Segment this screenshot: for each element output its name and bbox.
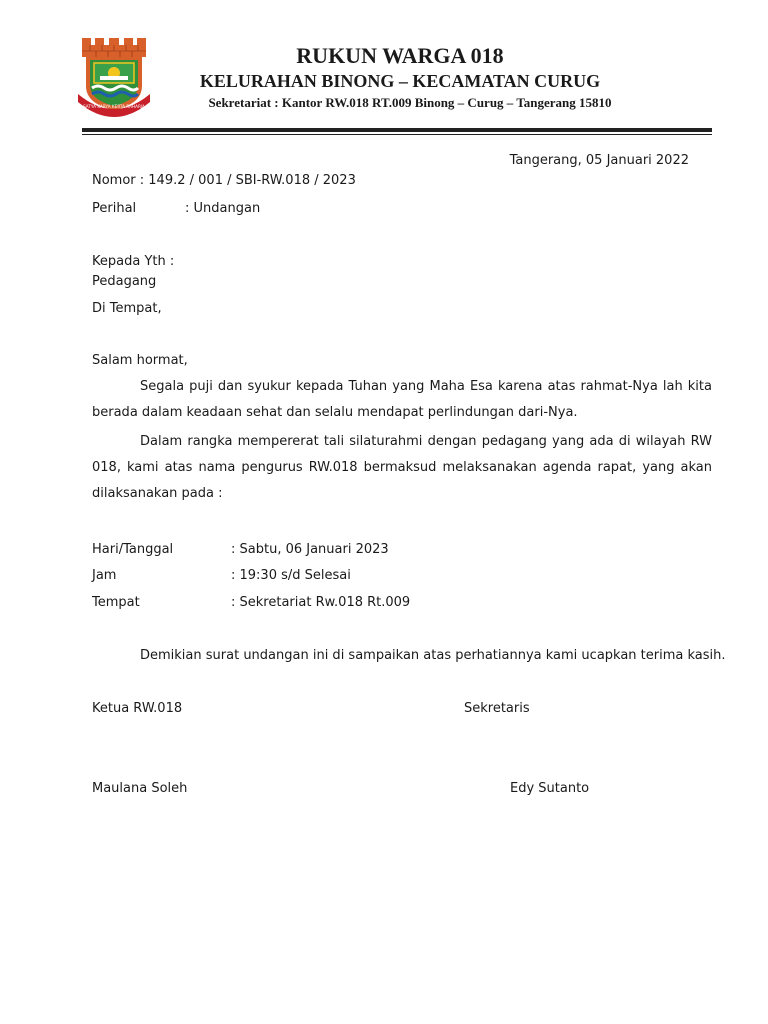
secretariat-address: Sekretariat : Kantor RW.018 RT.009 Binong – Curug – Tangerang 15810 — [208, 95, 612, 110]
organization-title: RUKUN WARGA 018 — [296, 43, 504, 68]
detail-label-date: Hari/Tanggal — [92, 542, 174, 557]
place-date: Tangerang, 05 Januari 2022 — [509, 153, 689, 168]
detail-value-date: : Sabtu, 06 Januari 2023 — [231, 542, 389, 557]
kabupaten-tangerang-logo-icon — [76, 36, 152, 118]
closing-statement: Demikian surat undangan ini di sampaikan atas perhatiannya kami ucapkan terima kasih. — [140, 648, 726, 663]
organization-subtitle: KELURAHAN BINONG – KECAMATAN CURUG — [199, 71, 601, 91]
paragraph-opening: Segala puji dan syukur kepada Tuhan yang Maha Esa karena atas rahmat-Nya lah kita berada dalam keadaan sehat dan selalu mendapat perlindungan dari-Nya. — [92, 379, 712, 420]
recipient-label: Kepada Yth : — [92, 254, 175, 269]
signature-right-title: Sekretaris — [464, 701, 530, 716]
detail-label-place: Tempat — [92, 595, 140, 610]
logo-motto: SATYA KARYA KERTA RAHARJA — [83, 104, 145, 109]
header-divider-thick — [82, 128, 712, 132]
signature-right-name: Edy Sutanto — [510, 781, 590, 796]
paragraph-purpose: Dalam rangka mempererat tali silaturahmi dengan pedagang yang ada di wilayah RW 018, kami atas nama pengurus RW.018 bermaksud melaksanakan agenda rapat, yang akan dilaksanakan pada : — [92, 434, 712, 501]
header-divider-thin — [82, 134, 712, 135]
letter-number: Nomor : 149.2 / 001 / SBI-RW.018 / 2023 — [92, 173, 356, 188]
detail-label-time: Jam — [92, 568, 117, 583]
recipient-location: Di Tempat, — [92, 301, 162, 316]
subject-label: Perihal — [92, 201, 137, 216]
greeting: Salam hormat, — [92, 353, 188, 368]
signature-left-title: Ketua RW.018 — [92, 701, 183, 716]
recipient: Pedagang — [92, 274, 157, 289]
detail-value-time: : 19:30 s/d Selesai — [231, 568, 351, 583]
signature-left-name: Maulana Soleh — [92, 781, 188, 796]
detail-value-place: : Sekretariat Rw.018 Rt.009 — [231, 595, 411, 610]
subject-value: : Undangan — [185, 201, 261, 216]
